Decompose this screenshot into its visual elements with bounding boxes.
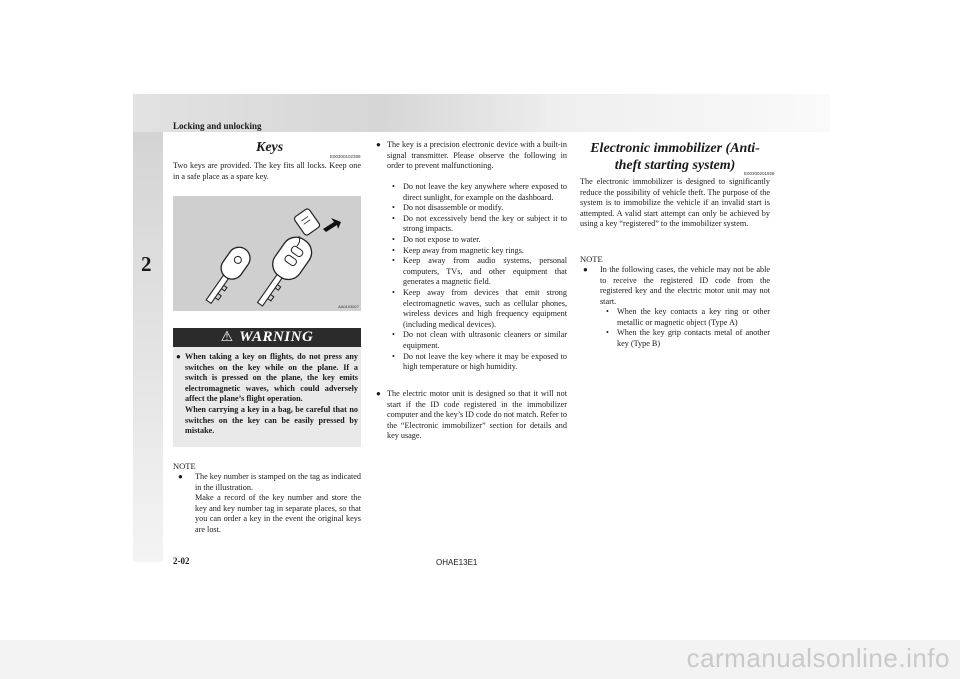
warning-text-2: When carrying a key in a bag, be careful that no switches on the key can be easily pressed by mistake. [185, 404, 358, 436]
key-left-icon [200, 243, 255, 308]
immobilizer-case-item: • When the key contacts a key ring or other metallic or magnetic object (Type A) [606, 307, 770, 327]
immobilizer-heading-line-1: Electronic immobilizer (Anti- [590, 141, 760, 156]
header-band-fade [545, 94, 830, 132]
warning-text-1: When taking a key on flights, do not press any switches on the key while on the plane. If a switch is pressed on the plane, the key emits electromagnetic waves, which could adversely affect the plane’s flight operation. [185, 352, 358, 404]
middle-motor-text: The electric motor unit is designed so that it will not start if the ID code registered in the immobilizer computer and the key’s ID code do not match. Refer to the “Electronic immobilizer” section for details and key usage. [387, 389, 567, 441]
key-tag-icon [293, 208, 320, 236]
immobilizer-case-list [606, 307, 770, 349]
immobilizer-heading [580, 140, 770, 174]
note-text [195, 472, 361, 536]
keys-intro: Two keys are provided. The key fits all locks. Keep one in a safe place as a spare key. [173, 161, 361, 181]
chapter-tab [133, 132, 163, 562]
middle-bullet-2-icon: ● [376, 389, 381, 398]
chapter-number: 2 [141, 252, 152, 276]
precaution-item: • Keep away from magnetic key rings. [392, 245, 524, 255]
note-text-2: Make a record of the key number and store the key and key number tag in separate places, so that you can order a key in the event the original keys are lost. [195, 493, 361, 534]
watermark: carmanualsonline.info [686, 643, 950, 673]
note-label: NOTE [173, 461, 196, 471]
precaution-item: • Do not expose to water. [392, 234, 481, 244]
illustration-code: AA0103527 [338, 304, 359, 309]
precaution-item: • Do not leave the key where it may be exposed to high temperature or high humidity. [392, 351, 567, 372]
immobilizer-intro: The electronic immobilizer is designed to significantly reduce the possibility of vehicle theft. The purpose of the system is to immobilize the vehicle if an invalid start is attempted. A valid start attempt can only be achieved by using a key “registered” to the immobilizer system. [580, 177, 770, 229]
note-bullet-icon: ● [178, 472, 183, 481]
precaution-item: • Keep away from audio systems, personal computers, TVs, and other equipment that generates a magnetic field. [392, 256, 567, 287]
middle-intro: The key is a precision electronic device with a built-in signal transmitter. Please observe the following in order to prevent malfunctioning. [387, 140, 567, 171]
warning-bullet-icon: ● [176, 352, 181, 361]
middle-bullet-1-icon: ● [376, 140, 381, 149]
immobilizer-code: E00300201928 [744, 171, 775, 176]
immobilizer-case-item: • When the key grip contacts metal of another key (Type B) [606, 328, 770, 348]
document-code: OHAE13E1 [436, 558, 478, 567]
immobilizer-heading-line-2: theft starting system) [614, 158, 736, 173]
warning-header [173, 328, 361, 347]
note-text-1: The key number is stamped on the tag as indicated in the illustration. [195, 472, 361, 492]
keys-code: E00300102399 [330, 154, 361, 159]
precaution-item: • Do not leave the key anywhere where exposed to direct sunlight, for example on the dashboard. [392, 182, 567, 202]
warning-triangle-icon: ⚠ [220, 330, 234, 345]
immobilizer-note-bullet-icon: ● [583, 265, 588, 274]
arrow-icon [323, 218, 341, 232]
keys-heading: Keys [256, 140, 284, 155]
page-number: 2-02 [173, 556, 190, 566]
precaution-item: • Do not excessively bend the key or subject it to strong impacts. [392, 213, 567, 234]
key-right-icon [248, 232, 317, 311]
keys-illustration [173, 196, 361, 311]
precaution-list [392, 182, 567, 373]
keys-drawing [173, 196, 361, 311]
immobilizer-note-label: NOTE [580, 254, 603, 264]
section-title: Locking and unlocking [173, 121, 262, 131]
precaution-item: • Do not clean with ultrasonic cleaners or similar equipment. [392, 330, 567, 350]
immobilizer-note-text: In the following cases, the vehicle may not be able to receive the registered ID code from the registered key and the electric motor unit may not start. [600, 265, 770, 306]
precaution-item: • Keep away from devices that emit strong electromagnetic waves, such as cellular phones, wireless devices and high frequency equipment (including medical devices). [392, 287, 567, 329]
warning-text [185, 352, 358, 437]
warning-label: WARNING [239, 329, 314, 345]
precaution-item: • Do not disassemble or modify. [392, 203, 504, 213]
